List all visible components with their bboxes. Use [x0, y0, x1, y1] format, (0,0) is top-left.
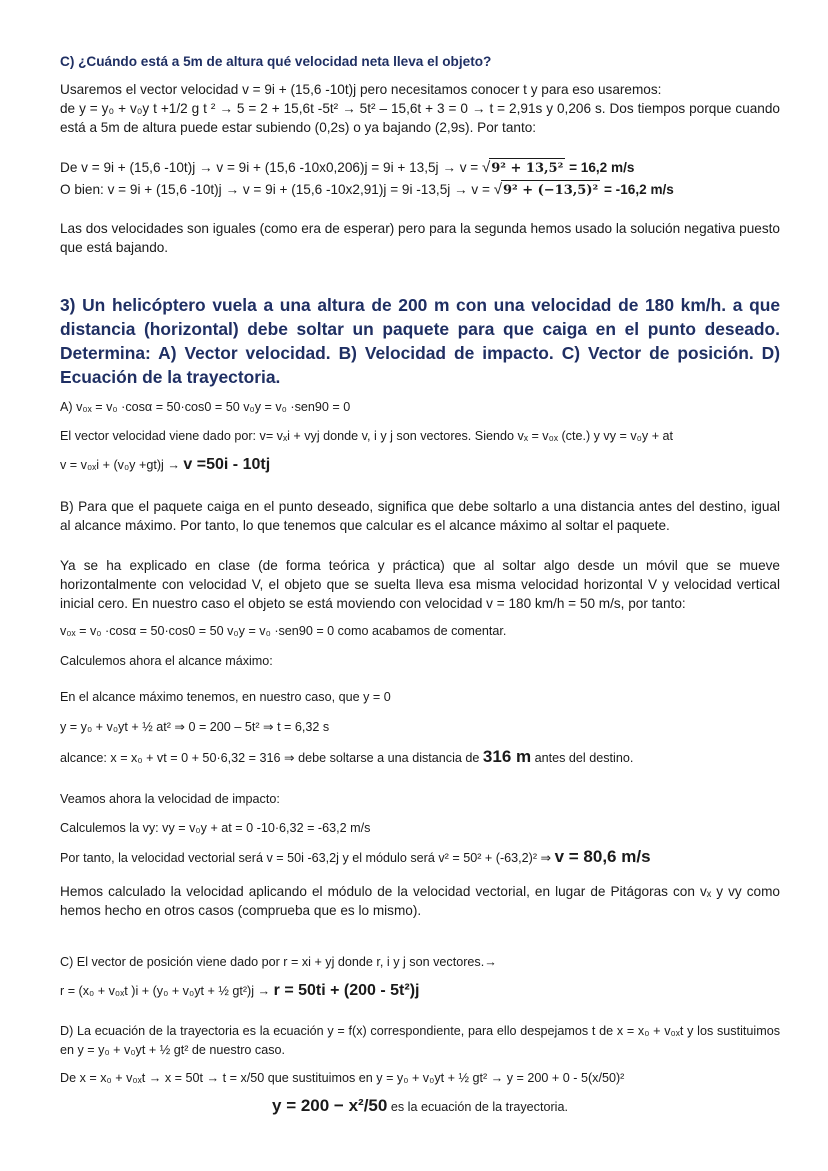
paragraph: de y = y₀ + v₀y t +1/2 g t ² → 5 = 2 + 15,6t -5t² → 5t² – 15,6t + 3 = 0 → t = 2,91s y 0,206 s. Dos tiempos porque cuando está a 5m de altura puede estar subiendo (0,2s) o ya bajando (2,9s). Por tanto: [60, 101, 780, 135]
part-b-paragraph-2: Ya se ha explicado en clase (de forma teórica y práctica) que al soltar algo desde un móvil que se mueve horizontalmente con velocidad V, el objeto que se suelta lleva esa misma velocidad horizontal V y velocidad vertical inicial cero. En nuestro caso el objeto se está moviendo con velocidad v = 180 km/h = 50 m/s, por tanto: [60, 558, 780, 611]
part-d-paragraph: D) La ecuación de la trayectoria es la ecuación y = f(x) correspondiente, para ello despejamos t de x = x₀ + v₀ₓt y los sustituimos en y = y₀ + v₀yt + ½ gt² de nuestro caso. [60, 1024, 780, 1057]
part-a-line-3 [60, 455, 780, 475]
sqrt-radicand: 9² + (−13,5)² [501, 180, 600, 200]
paragraph: Usaremos el vector velocidad v = 9i + (15,6 -10t)j pero necesitamos conocer t y para eso usaremos: [60, 82, 662, 97]
velocity-line-1 [60, 158, 780, 178]
section-c-title: C) ¿Cuándo está a 5m de altura qué velocidad neta lleva el objeto? [60, 54, 492, 69]
trajectory-equation-line [60, 1096, 780, 1117]
paragraph: Las dos velocidades son iguales (como era de esperar) pero para la segunda hemos usado la solución negativa puesto que está bajando. [60, 221, 780, 255]
velocity-line-2-text: O bien: v = 9i + (15,6 -10t)j → v = 9i + (15,6 -10x2,91)j = 9i -13,5j → v = [60, 182, 494, 197]
range-result: 316 m [482, 747, 532, 766]
part-a-line-2: El vector velocidad viene dado por: v= vₓi + vyj donde v, i y j son vectores. Siendo vₓ = v₀ₓ (cte.) y vy = v₀y + at [60, 429, 674, 443]
part-c-line-1: C) El vector de posición viene dado por r = xi + yj donde r, i y j son vectores.→ [60, 955, 497, 969]
velocity-vector-result: v =50i - 10tj [183, 456, 271, 473]
sqrt-sign: √ [482, 159, 491, 176]
velocity-line-1-text: De v = 9i + (15,6 -10t)j → v = 9i + (15,6 -10x0,206)j = 9i + 13,5j → v = [60, 160, 483, 175]
part-b-range-line [60, 747, 780, 768]
trajectory-caption: es la ecuación de la trayectoria. [387, 1100, 568, 1114]
part-b-impact-line [60, 847, 780, 868]
impact-text: Por tanto, la velocidad vectorial será v = 50i -63,2j y el módulo será v² = 50² + (-63,2)² ⇒ [60, 851, 555, 865]
part-b-line: En el alcance máximo tenemos, en nuestro caso, que y = 0 [60, 690, 391, 704]
part-b-line: Calculemos ahora el alcance máximo: [60, 654, 273, 668]
part-b-paragraph-3: Hemos calculado la velocidad aplicando el módulo de la velocidad vectorial, en lugar de Pitágoras con vₓ y vy como hemos hecho en otros casos (comprueba que es lo mismo). [60, 884, 780, 918]
part-d-line: De x = x₀ + v₀ₓt → x = 50t → t = x/50 que sustituimos en y = y₀ + v₀yt + ½ gt² → y = 200 + 0 - 5(x/50)² [60, 1071, 625, 1085]
sqrt-sign: √ [493, 181, 502, 198]
range-text-end: antes del destino. [531, 751, 634, 765]
position-vector-result: r = 50ti + (200 - 5t²)j [273, 982, 420, 999]
part-b-paragraph-1: B) Para que el paquete caiga en el punto deseado, significa que debe soltarlo a una distancia antes del destino, igual al alcance máximo. Por tanto, lo que tenemos que calcular es el alcance máximo al soltar el paquete. [60, 499, 780, 533]
part-a-line-1: A) v₀ₓ = v₀ ·cosα = 50·cos0 = 50 v₀y = v₀ ·sen90 = 0 [60, 400, 351, 414]
part-a-formula: v = v₀ₓi + (v₀y +gt)j → [60, 458, 184, 472]
velocity-line-2-result: = -16,2 m/s [600, 182, 674, 197]
velocity-line-2 [60, 180, 780, 200]
part-b-line: Veamos ahora la velocidad de impacto: [60, 792, 280, 806]
part-c-line-2 [60, 981, 780, 1001]
trajectory-equation: y = 200 − x²/50 [272, 1096, 388, 1115]
sqrt-radicand: 9² + 13,5² [489, 158, 565, 178]
part-b-line: Calculemos la vy: vy = v₀y + at = 0 -10·6,32 = -63,2 m/s [60, 821, 371, 835]
velocity-line-1-result: = 16,2 m/s [565, 160, 635, 175]
position-formula: r = (x₀ + v₀ₓt )i + (y₀ + v₀yt + ½ gt²)j → [60, 984, 274, 998]
part-b-line: v₀ₓ = v₀ ·cosα = 50·cos0 = 50 v₀y = v₀ ·sen90 = 0 como acabamos de comentar. [60, 624, 507, 638]
range-text: alcance: x = x₀ + vt = 0 + 50·6,32 = 316 ⇒ debe soltarse a una distancia de [60, 751, 483, 765]
problem-3-heading: 3) Un helicóptero vuela a una altura de 200 m con una velocidad de 180 km/h. a que distancia (horizontal) debe soltar un paquete para que caiga en el punto deseado. Determina: A) Vector velocidad. B) Velocidad de impacto. C) Vector de posición. D) Ecuación de la trayectoria. [60, 295, 780, 387]
impact-velocity-result: v = 80,6 m/s [554, 847, 651, 866]
part-b-line: y = y₀ + v₀yt + ½ at² ⇒ 0 = 200 – 5t² ⇒ t = 6,32 s [60, 720, 330, 734]
